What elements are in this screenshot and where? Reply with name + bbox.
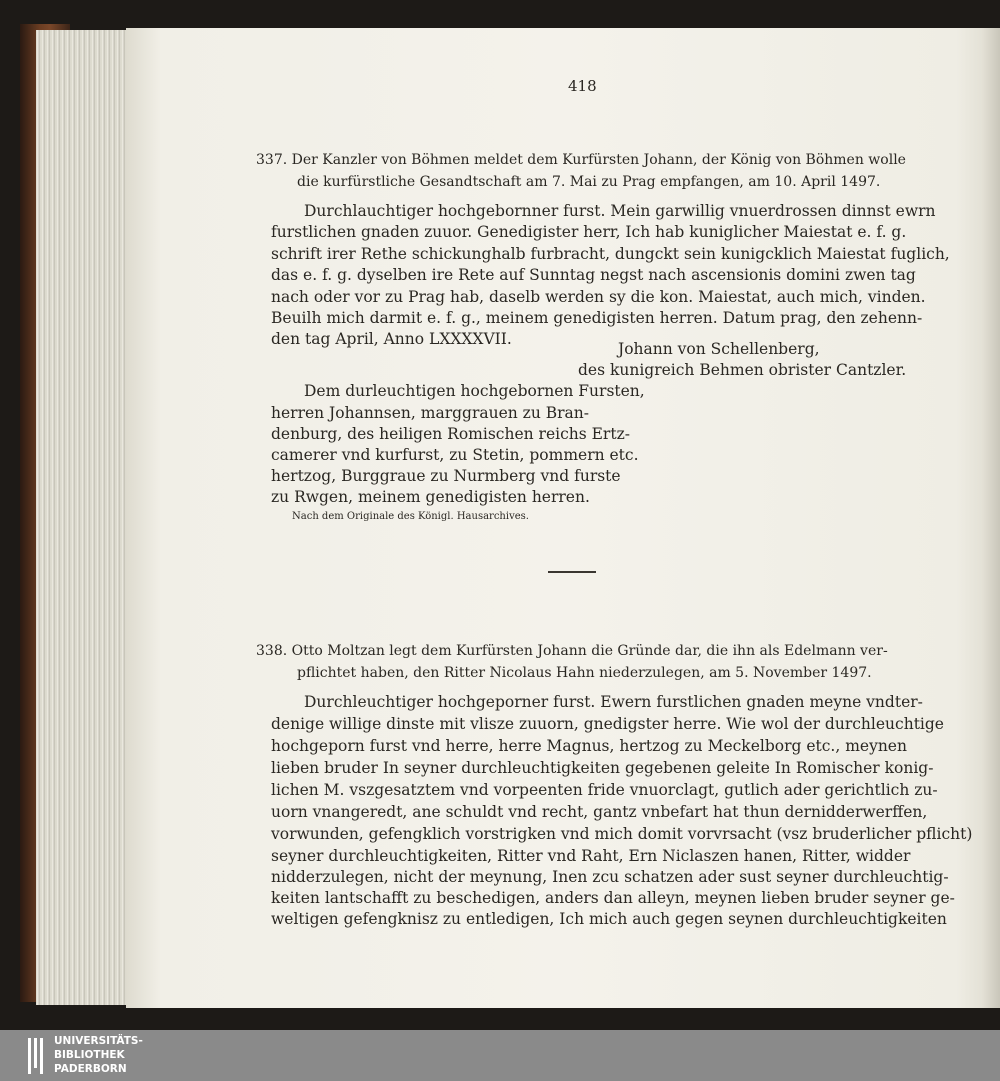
doc338-body-line-7: vorwunden, gefengklich vorstrigken vnd mich domit vorvrsacht (vsz bruderlicher pflicht)	[271, 825, 973, 843]
library-logo-icon	[28, 1038, 48, 1074]
doc337-source-note: Nach dem Originale des Königl. Hausarchives.	[292, 511, 529, 522]
page-right-edge	[982, 28, 1000, 1008]
doc337-signature-name: Johann von Schellenberg,	[618, 340, 820, 358]
page-number: 418	[568, 77, 597, 95]
library-name-line-2: BIBLIOTHEK	[54, 1049, 125, 1061]
doc338-body-line-1: Durchleuchtiger hochgeporner furst. Ewern furstlichen gnaden meyne vndter-	[304, 693, 923, 711]
doc337-body-line-4: das e. f. g. dyselben ire Rete auf Sunntag negst nach ascensionis domini zwen tag	[271, 266, 916, 284]
doc337-address-line-1: Dem durleuchtigen hochgebornen Fursten,	[304, 382, 645, 400]
library-footer	[0, 1030, 1000, 1081]
doc337-address-line-2: herren Johannsen, marggrauen zu Bran-	[271, 404, 589, 422]
doc337-signature-title: des kunigreich Behmen obrister Cantzler.	[578, 361, 907, 379]
doc337-heading-line-2: die kurfürstliche Gesandtschaft am 7. Mai zu Prag empfangen, am 10. April 1497.	[297, 174, 881, 190]
doc338-heading-line-1: 338. Otto Moltzan legt dem Kurfürsten Johann die Gründe dar, die ihn als Edelmann ver-	[256, 643, 888, 659]
doc338-body-line-3: hochgeporn furst vnd herre, herre Magnus, hertzog zu Meckelborg etc., meynen	[271, 737, 907, 755]
doc338-body-line-8: seyner durchleuchtigkeiten, Ritter vnd Raht, Ern Niclaszen hanen, Ritter, widder	[271, 847, 911, 865]
doc337-address-line-6: zu Rwgen, meinem genedigisten herren.	[271, 488, 590, 506]
doc337-address-line-4: camerer vnd kurfurst, zu Stetin, pommern etc.	[271, 446, 639, 464]
library-name-line-3: PADERBORN	[54, 1063, 127, 1075]
doc337-body-line-5: nach oder vor zu Prag hab, daselb werden sy die kon. Maiestat, auch mich, vinden.	[271, 288, 926, 306]
doc338-heading-line-2: pflichtet haben, den Ritter Nicolaus Hahn niederzulegen, am 5. November 1497.	[297, 665, 872, 681]
doc337-body-line-3: schrift irer Rethe schickunghalb furbracht, dungckt sein kunigcklich Maiestat fuglich,	[271, 245, 950, 263]
doc338-body-line-6: uorn vnangeredt, ane schuldt vnd recht, gantz vnbefart hat thun dernidderwerffen,	[271, 803, 928, 821]
doc337-heading-line-1: 337. Der Kanzler von Böhmen meldet dem Kurfürsten Johann, der König von Böhmen wolle	[256, 152, 906, 168]
page-stack-edges	[36, 30, 132, 1005]
doc338-body-line-2: denige willige dinste mit vlisze zuuorn, gnedigster herre. Wie wol der durchleuchtige	[271, 715, 944, 733]
section-divider	[548, 571, 596, 573]
doc338-body-line-11: weltigen gefengknisz zu entledigen, Ich mich auch gegen seynen durchleuchtigkeiten	[271, 910, 947, 928]
doc337-address-line-3: denburg, des heiligen Romischen reichs Ertz-	[271, 425, 630, 443]
library-name	[54, 1034, 143, 1076]
doc338-body-line-5: lichen M. vszgesatztem vnd vorpeenten fride vnuorclagt, gutlich ader gerichtlich zu-	[271, 781, 938, 799]
doc337-body-line-2: furstlichen gnaden zuuor. Genedigister herr, Ich hab kuniglicher Maiestat e. f. g.	[271, 223, 907, 241]
doc338-body-line-10: keiten lantschafft zu beschedigen, anders dan alleyn, meynen lieben bruder seyner ge-	[271, 889, 955, 907]
doc338-body-line-9: nidderzulegen, nicht der meynung, Inen zcu schatzen ader sust seyner durchleuchtig-	[271, 868, 949, 886]
doc337-address-line-5: hertzog, Burggraue zu Nurmberg vnd furste	[271, 467, 621, 485]
doc338-body-line-4: lieben bruder In seyner durchleuchtigkeiten gegebenen geleite In Romischer konig-	[271, 759, 934, 777]
doc337-body-line-6: Beuilh mich darmit e. f. g., meinem genedigisten herren. Datum prag, den zehenn-	[271, 309, 923, 327]
doc337-body-line-1: Durchlauchtiger hochgebornner furst. Mein garwillig vnuerdrossen dinnst ewrn	[304, 202, 936, 220]
doc337-body-line-7: den tag April, Anno LXXXXVII.	[271, 330, 512, 348]
library-name-line-1: UNIVERSITÄTS-	[54, 1035, 143, 1047]
